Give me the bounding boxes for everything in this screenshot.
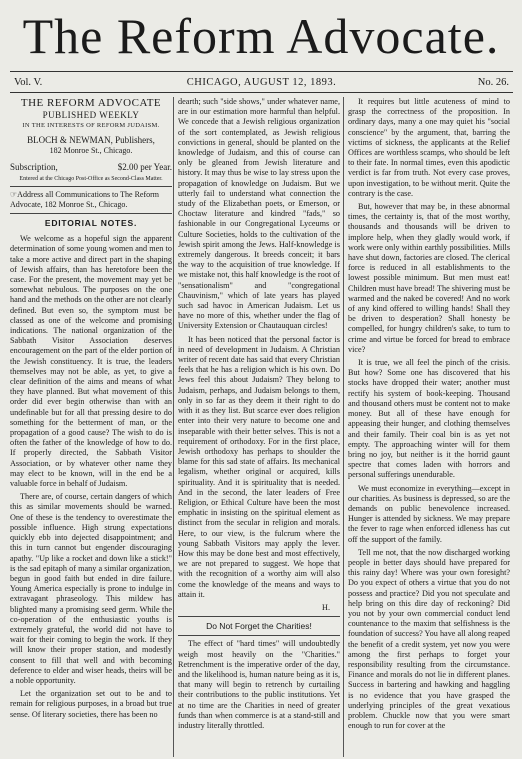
issue-number: No. 26. [477,77,509,88]
column-3 [348,97,510,757]
subscription-line [10,161,172,173]
divider [10,213,172,214]
divider [10,186,172,187]
dateline [10,75,513,91]
section-title: EDITORIAL NOTES. [44,218,138,228]
issue-date: CHICAGO, AUGUST 12, 1893. [186,77,337,88]
publisher-title: THE REFORM ADVOCATE [20,97,162,109]
paragraph: It has been noticed that the personal factor is in need of development in Judaism. A Christian writer of recent date has said that every Christian feels that he has a religion which is his own. Do Jews feel this about Judaism? They belong to Judaism, perhaps, and Judaism belongs to them, only in so far as they deem it their right to do with it as they list. But scarce ever does religion enter into their very nature to become one and inseparable with their better selves. This is not a requirement of orthodoxy. For in the first place, Jewish orthodoxy has perhaps to shoulder the blame for this sad state of affairs. Its mechanical legalism, whether original or acquired, kills spirituality. And it is spirituality that is needed. And in the second, the later leaders of Free Religion, or Ethical Culture have been the most emphatic in insisting on the spiritual element as distinct from the secular in religion and morals. Here, to our view, is the fulcrum where the young Sabbath Visitors may apply the lever. How this may be done best and most effectively, we are not prepared to suggest. We hope that with the recognition of a worthy aim will also come the knowledge of the means and ways to attain it. [178,334,340,599]
paragraph: But, however that may be, in these abnormal times, the certainty is, that of the most worthy, thousands and thousands will be driven to implore help, when they gladly would work, if work were only within earthly possibilities. Mills have shut down, factories are closed. The clerical force is reduced in all establishments to the lowest possible minimum. But men must eat! Children must have bread! The shivering must be warmed and the naked be covered! And no work of any kind offered to willing hands! Shall they be driven to desperation? Shall honesty be compelled, for hungry children's sake, to turn to crime and virtue be forced for bread to embrace vice? [348,202,510,354]
paragraph: The effect of "hard times" will undoubtedly weigh most heavily on the "Charities." Retrenchment is the imperative order of the day, and the likelihood is, human nature being as it is, that many will begin to retrench by curtailing their contributions to the public institutions. Yet at no time are the Charities in need of greater funds than when commerce is at a stand-still and industry literally throttled. [178,639,340,730]
paragraph: Let the organization set out to be and to remain for religious purposes, in a broad but true sense. Of literary societies, there has been no [10,689,172,719]
paragraph: Tell me not, that the now discharged working people in better days should have prepared for this rainy day! Where was your own foresight? Do you expect of others a virtue that you do not possess and practice? Did you not speculate and help bring on this dire day of reckoning? Did you not by your own commercial conduct lend countenance to the maxim that selfishness is the foundation of success? You have all along reaped the benefit of a credit system, yet now you were among the first perhaps to forget your responsibility resulting from the circumstance. Finance and morals do not lie in different planes. Success in bartering and hawking and haggling is no evidence that you have grasped the underlying principles of the great vexatious problem. Chuckle now that you were smart enough to run for cover at the [348,547,510,731]
publisher-box [10,97,172,156]
dateline-rule [10,92,513,93]
paragraph: It requires but little acuteness of mind to grasp the correctness of the proposition. In ordinary days, many a one may quiet his "social conscience" by the argument, that, barring the victims of sickness, the applicants at the Relief Offices are worthless scamps, who should be left to their fate. In normal times, even this apodictic verdict is far from truth. Not every case proves, upon investigation, to be without merit. Quite the contrary is the case. [348,97,510,198]
signature: H. [322,602,330,612]
publisher-frequency: PUBLISHED WEEKLY [42,110,140,120]
paragraph: It is true, we all feel the pinch of the crisis. But how? Some one has discovered that his stocks have dropped their water; another must rectify his system of book-keeping. Thousand and thousand others must be content not to make money. But all of these have enough for appeasing their hunger, and clothing themselves and their family. Their coal bin is as yet not empty. The approaching winter will for them bring no joy, but neither is it the horrid gaunt spectre that comes laden with horrors and personal sufferings unendurable. [348,358,510,480]
subscription-label: Subscription, [10,162,58,172]
entered-notice: Entered at the Chicago Post-Office as Second-Class Matter. [19,176,163,182]
article-title: Do Not Forget the Charities! [206,621,312,632]
subscription-price: $2.00 per Year. [117,162,172,172]
divider [178,616,340,617]
column-divider [173,97,174,757]
publisher-interest: IN THE INTERESTS OF REFORM JUDAISM. [22,122,160,129]
paragraph: We must economize in everything—except in our charities. As business is depressed, so are the demands on public benevolence increased. Hunger is attended by sickness. We may prepare the fever to rage when enforced idleness has cut off the support of the family. [348,483,510,544]
divider [178,635,340,636]
column-divider [343,97,344,757]
paragraph: dearth; such "side shows," under whatever name, are in our estimation more harmful than helpful. We concede that a Jewish religious organization of the sort contemplated, as Jewish religious convictions in general, should be planted on the knowledge of Judaism, and this of course can only be gleaned from Jewish literature and history. It may thus be wise to lay stress upon the propagation of knowledge on Judaism. But we utterly fail to understand what connection the study of the Elizabethan poets, or Emerson, or Choctaw literature and kindred "fads," so fashionable in our Congregational Lyceums or Culture Societies, holds to the cultivation of the Jewish spirit among the Jews. Half-knowledge is extremely dangerous. It breeds conceit; it bars the way to the acquisition of true knowledge. If we mistake not, this half knowledge is the root of "sensationalism" and "congregational Chauvinism," which of late years has played such sad havoc in American Judaism. Let us have no more of this, whether under the flag of University Extension or Chautauquan circles! [178,97,340,331]
communications-notice: ☞Address all Communications to The Reform Advocate, 182 Monroe St., Chicago. [10,190,160,209]
paragraph: We welcome as a hopeful sign the apparent determination of some young women and men to take a more active and direct part in the shaping of Jewish affairs, than has heretofore been the case. For the present, the movement may yet be somewhat nebulous. The purposes on the one hand and the methods on the other are not clearly defined. But even so, the symptom must be classed as one of the welcome and promising indications. The national organization of the Sabbath Visitor Association deserves encouragement on the part of the elder portion of the Jewish constituency. It is true, the leaders themselves may not be able, as yet, to give a clear definition of the aims and means of what they have planned. But what movement of this order did ever begin otherwise than with an undefinable but for all that pressing desire to do something for the betterment of man, or the propagation of a good cause? The wish to do is often the father of the knowledge of how to do. If properly directed, the Sabbath Visitor Association, or by whatever other name they may elect to be known, will in the end be a valuable force in behalf of Judaism. [10,234,172,489]
masthead: The Reform Advocate. [22,8,500,64]
column-2 [178,97,340,757]
paragraph: There are, of course, certain dangers of which this as similar movements should be warned. One of these is the tendency to overestimate the possible influence. High strung expectations quickly ebb into dejected disappointment; and this in turn cannot but engender discouraging apathy. "Up like a rocket and down like a stick!" is the sad epitaph of many a similar organization, begun in good faith but ended in dire failure. Young America especially is prone to indulge in extravagant phraseology. This mildew has blighted many a promising seed germ. While the co-operation of the enthusiastic youths is extremely grateful, the world did not have to wait for their coming to begin the work. If they will know their proper station, and modestly consent to fill that well and with becoming deference to elder and wiser heads, theirs will be a noble opportunity. [10,492,172,685]
publisher-firm: BLOCH & NEWMAN, Publishers, [27,135,155,145]
masthead-rule [10,71,513,72]
column-1 [10,97,172,757]
publisher-address: 182 Monroe St., Chicago. [49,146,133,155]
volume-label: Vol. V. [14,77,43,88]
